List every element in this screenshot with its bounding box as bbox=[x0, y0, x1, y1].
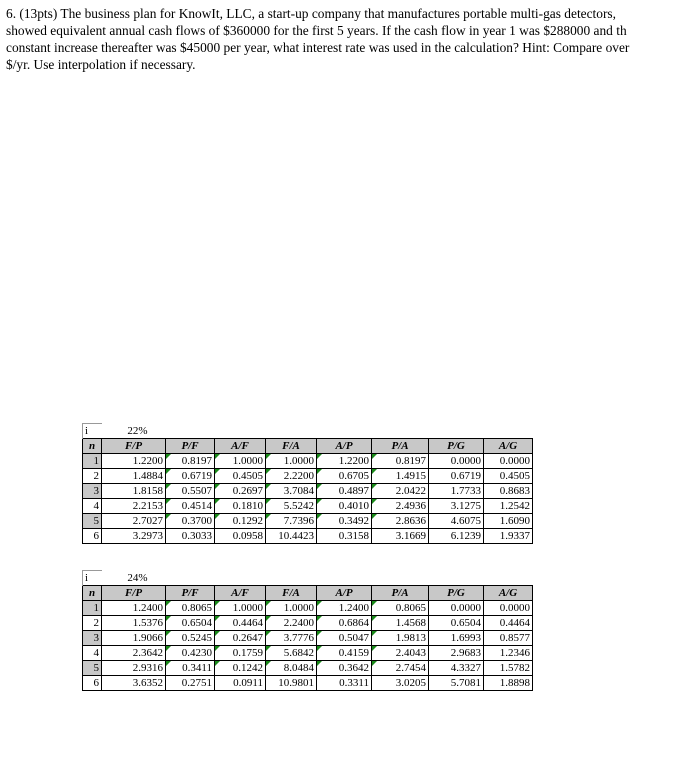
table-row bbox=[83, 484, 533, 499]
factor-cell: 2.0422 bbox=[372, 484, 429, 499]
factor-cell: 0.5047 bbox=[317, 631, 372, 646]
empty-cell bbox=[429, 571, 484, 586]
empty-cell bbox=[266, 571, 317, 586]
column-header: A/P bbox=[317, 439, 372, 454]
factor-cell: 0.3411 bbox=[166, 661, 215, 676]
column-header: P/G bbox=[429, 439, 484, 454]
factor-cell: 0.1242 bbox=[215, 661, 266, 676]
factor-cell: 0.3158 bbox=[317, 529, 372, 544]
column-header: n bbox=[83, 439, 102, 454]
factor-cell: 0.3700 bbox=[166, 514, 215, 529]
factor-cell: 1.0000 bbox=[266, 601, 317, 616]
factor-cell: 4.6075 bbox=[429, 514, 484, 529]
period-cell: 1 bbox=[83, 601, 102, 616]
factor-cell: 0.4230 bbox=[166, 646, 215, 661]
factor-cell: 0.0000 bbox=[429, 454, 484, 469]
factor-cell: 1.0000 bbox=[266, 454, 317, 469]
factor-cell: 5.7081 bbox=[429, 676, 484, 691]
factor-cell: 0.1759 bbox=[215, 646, 266, 661]
factor-cell: 0.2697 bbox=[215, 484, 266, 499]
period-cell: 6 bbox=[83, 676, 102, 691]
factor-cell: 1.0000 bbox=[215, 601, 266, 616]
factor-cell: 6.1239 bbox=[429, 529, 484, 544]
factor-cell: 2.9683 bbox=[429, 646, 484, 661]
table-row bbox=[83, 646, 533, 661]
factor-cell: 0.8065 bbox=[372, 601, 429, 616]
empty-cell bbox=[317, 571, 372, 586]
interest-rate: 24% bbox=[127, 571, 148, 584]
period-cell: 1 bbox=[83, 454, 102, 469]
column-header: A/G bbox=[484, 586, 533, 601]
problem-line: showed equivalent annual cash flows of $360000 for the first 5 years. If the cash flow in year 1 was $288000 and th bbox=[6, 23, 627, 38]
factor-cell: 0.4897 bbox=[317, 484, 372, 499]
period-cell: 3 bbox=[83, 484, 102, 499]
empty-cell bbox=[372, 571, 429, 586]
column-header: P/A bbox=[372, 439, 429, 454]
problem-line: 6. (13pts) The business plan for KnowIt, LLC, a start-up company that manufactures portable multi-gas detectors, bbox=[6, 6, 616, 21]
factor-cell: 1.0000 bbox=[215, 454, 266, 469]
factor-cell: 1.4568 bbox=[372, 616, 429, 631]
factor-cell: 1.2200 bbox=[102, 454, 166, 469]
factor-cell: 2.7027 bbox=[102, 514, 166, 529]
column-header: P/A bbox=[372, 586, 429, 601]
factor-cell: 8.0484 bbox=[266, 661, 317, 676]
factor-cell: 1.2400 bbox=[317, 601, 372, 616]
period-cell: 2 bbox=[83, 469, 102, 484]
factor-cell: 0.6504 bbox=[429, 616, 484, 631]
factor-cell: 1.2542 bbox=[484, 499, 533, 514]
table-row bbox=[83, 514, 533, 529]
period-cell: 5 bbox=[83, 514, 102, 529]
factor-cell: 3.2973 bbox=[102, 529, 166, 544]
column-header: A/F bbox=[215, 586, 266, 601]
factor-cell: 3.0205 bbox=[372, 676, 429, 691]
factor-cell: 0.8197 bbox=[166, 454, 215, 469]
factor-cell: 0.4514 bbox=[166, 499, 215, 514]
table-row bbox=[83, 454, 533, 469]
factor-cell: 0.4159 bbox=[317, 646, 372, 661]
interest-rate: 22% bbox=[127, 424, 148, 437]
factor-cell: 1.7733 bbox=[429, 484, 484, 499]
column-header: P/G bbox=[429, 586, 484, 601]
factor-cell: 0.3311 bbox=[317, 676, 372, 691]
empty-cell bbox=[372, 424, 429, 439]
factor-cell: 0.1810 bbox=[215, 499, 266, 514]
column-header: A/G bbox=[484, 439, 533, 454]
factor-cell: 2.4043 bbox=[372, 646, 429, 661]
table-row bbox=[83, 616, 533, 631]
problem-line: constant increase thereafter was $45000 per year, what interest rate was used in the calculation? Hint: Compare over bbox=[6, 40, 630, 55]
factor-cell: 1.4884 bbox=[102, 469, 166, 484]
factor-cell: 1.9813 bbox=[372, 631, 429, 646]
factor-cell: 0.0911 bbox=[215, 676, 266, 691]
factor-cell: 0.4464 bbox=[215, 616, 266, 631]
factor-cell: 0.2647 bbox=[215, 631, 266, 646]
column-header: A/P bbox=[317, 586, 372, 601]
factor-cell: 0.0000 bbox=[484, 454, 533, 469]
factor-cell: 2.4936 bbox=[372, 499, 429, 514]
interest-table-24 bbox=[82, 570, 533, 691]
table-row bbox=[83, 661, 533, 676]
factor-cell: 0.2751 bbox=[166, 676, 215, 691]
factor-cell: 3.6352 bbox=[102, 676, 166, 691]
factor-cell: 2.2400 bbox=[266, 616, 317, 631]
table-row bbox=[83, 529, 533, 544]
empty-cell bbox=[166, 571, 215, 586]
column-header: F/A bbox=[266, 439, 317, 454]
factor-cell: 1.9337 bbox=[484, 529, 533, 544]
period-cell: 4 bbox=[83, 499, 102, 514]
column-header: P/F bbox=[166, 439, 215, 454]
factor-cell: 1.5782 bbox=[484, 661, 533, 676]
column-header: F/P bbox=[102, 439, 166, 454]
factor-cell: 2.3642 bbox=[102, 646, 166, 661]
factor-cell: 5.6842 bbox=[266, 646, 317, 661]
factor-cell: 1.2400 bbox=[102, 601, 166, 616]
factor-cell: 2.9316 bbox=[102, 661, 166, 676]
table-row bbox=[83, 499, 533, 514]
factor-cell: 2.2200 bbox=[266, 469, 317, 484]
factor-cell: 1.4915 bbox=[372, 469, 429, 484]
factor-cell: 0.3492 bbox=[317, 514, 372, 529]
factor-cell: 1.9066 bbox=[102, 631, 166, 646]
table-row bbox=[83, 676, 533, 691]
period-cell: 4 bbox=[83, 646, 102, 661]
problem-statement bbox=[6, 5, 674, 73]
factor-cell: 0.3642 bbox=[317, 661, 372, 676]
factor-cell: 10.4423 bbox=[266, 529, 317, 544]
column-header: F/A bbox=[266, 586, 317, 601]
factor-cell: 0.8577 bbox=[484, 631, 533, 646]
empty-cell bbox=[484, 571, 533, 586]
period-cell: 5 bbox=[83, 661, 102, 676]
factor-table bbox=[82, 570, 533, 691]
factor-cell: 0.8683 bbox=[484, 484, 533, 499]
factor-cell: 1.2200 bbox=[317, 454, 372, 469]
factor-cell: 3.1669 bbox=[372, 529, 429, 544]
empty-cell bbox=[215, 571, 266, 586]
factor-cell: 3.7776 bbox=[266, 631, 317, 646]
table-row bbox=[83, 469, 533, 484]
factor-cell: 0.3033 bbox=[166, 529, 215, 544]
factor-cell: 1.6993 bbox=[429, 631, 484, 646]
period-cell: 6 bbox=[83, 529, 102, 544]
column-header: A/F bbox=[215, 439, 266, 454]
factor-cell: 1.8898 bbox=[484, 676, 533, 691]
factor-cell: 1.5376 bbox=[102, 616, 166, 631]
factor-cell: 0.5245 bbox=[166, 631, 215, 646]
factor-cell: 0.6719 bbox=[429, 469, 484, 484]
factor-cell: 0.8197 bbox=[372, 454, 429, 469]
factor-cell: 10.9801 bbox=[266, 676, 317, 691]
factor-cell: 0.4505 bbox=[484, 469, 533, 484]
column-header: P/F bbox=[166, 586, 215, 601]
factor-cell: 3.1275 bbox=[429, 499, 484, 514]
empty-cell bbox=[317, 424, 372, 439]
factor-cell: 0.6864 bbox=[317, 616, 372, 631]
factor-cell: 0.5507 bbox=[166, 484, 215, 499]
factor-cell: 0.8065 bbox=[166, 601, 215, 616]
factor-cell: 2.7454 bbox=[372, 661, 429, 676]
column-header: n bbox=[83, 586, 102, 601]
factor-cell: 0.4464 bbox=[484, 616, 533, 631]
interest-label: i bbox=[83, 424, 102, 439]
factor-cell: 1.6090 bbox=[484, 514, 533, 529]
factor-cell: 0.6705 bbox=[317, 469, 372, 484]
factor-cell: 0.0958 bbox=[215, 529, 266, 544]
table-row bbox=[83, 601, 533, 616]
factor-cell: 0.1292 bbox=[215, 514, 266, 529]
factor-cell: 4.3327 bbox=[429, 661, 484, 676]
factor-cell: 0.4010 bbox=[317, 499, 372, 514]
factor-cell: 0.0000 bbox=[484, 601, 533, 616]
factor-cell: 0.6719 bbox=[166, 469, 215, 484]
factor-cell: 0.0000 bbox=[429, 601, 484, 616]
interest-table-22 bbox=[82, 423, 533, 544]
period-cell: 2 bbox=[83, 616, 102, 631]
factor-cell: 2.2153 bbox=[102, 499, 166, 514]
empty-cell bbox=[429, 424, 484, 439]
factor-cell: 0.6504 bbox=[166, 616, 215, 631]
factor-cell: 5.5242 bbox=[266, 499, 317, 514]
column-header: F/P bbox=[102, 586, 166, 601]
table-row bbox=[83, 631, 533, 646]
factor-cell: 1.2346 bbox=[484, 646, 533, 661]
problem-line: $/yr. Use interpolation if necessary. bbox=[6, 57, 196, 72]
factor-cell: 3.7084 bbox=[266, 484, 317, 499]
interest-label: i bbox=[83, 571, 102, 586]
period-cell: 3 bbox=[83, 631, 102, 646]
factor-cell: 1.8158 bbox=[102, 484, 166, 499]
factor-table bbox=[82, 423, 533, 544]
empty-cell bbox=[166, 424, 215, 439]
empty-cell bbox=[215, 424, 266, 439]
factor-cell: 2.8636 bbox=[372, 514, 429, 529]
empty-cell bbox=[266, 424, 317, 439]
factor-cell: 7.7396 bbox=[266, 514, 317, 529]
empty-cell bbox=[484, 424, 533, 439]
factor-cell: 0.4505 bbox=[215, 469, 266, 484]
